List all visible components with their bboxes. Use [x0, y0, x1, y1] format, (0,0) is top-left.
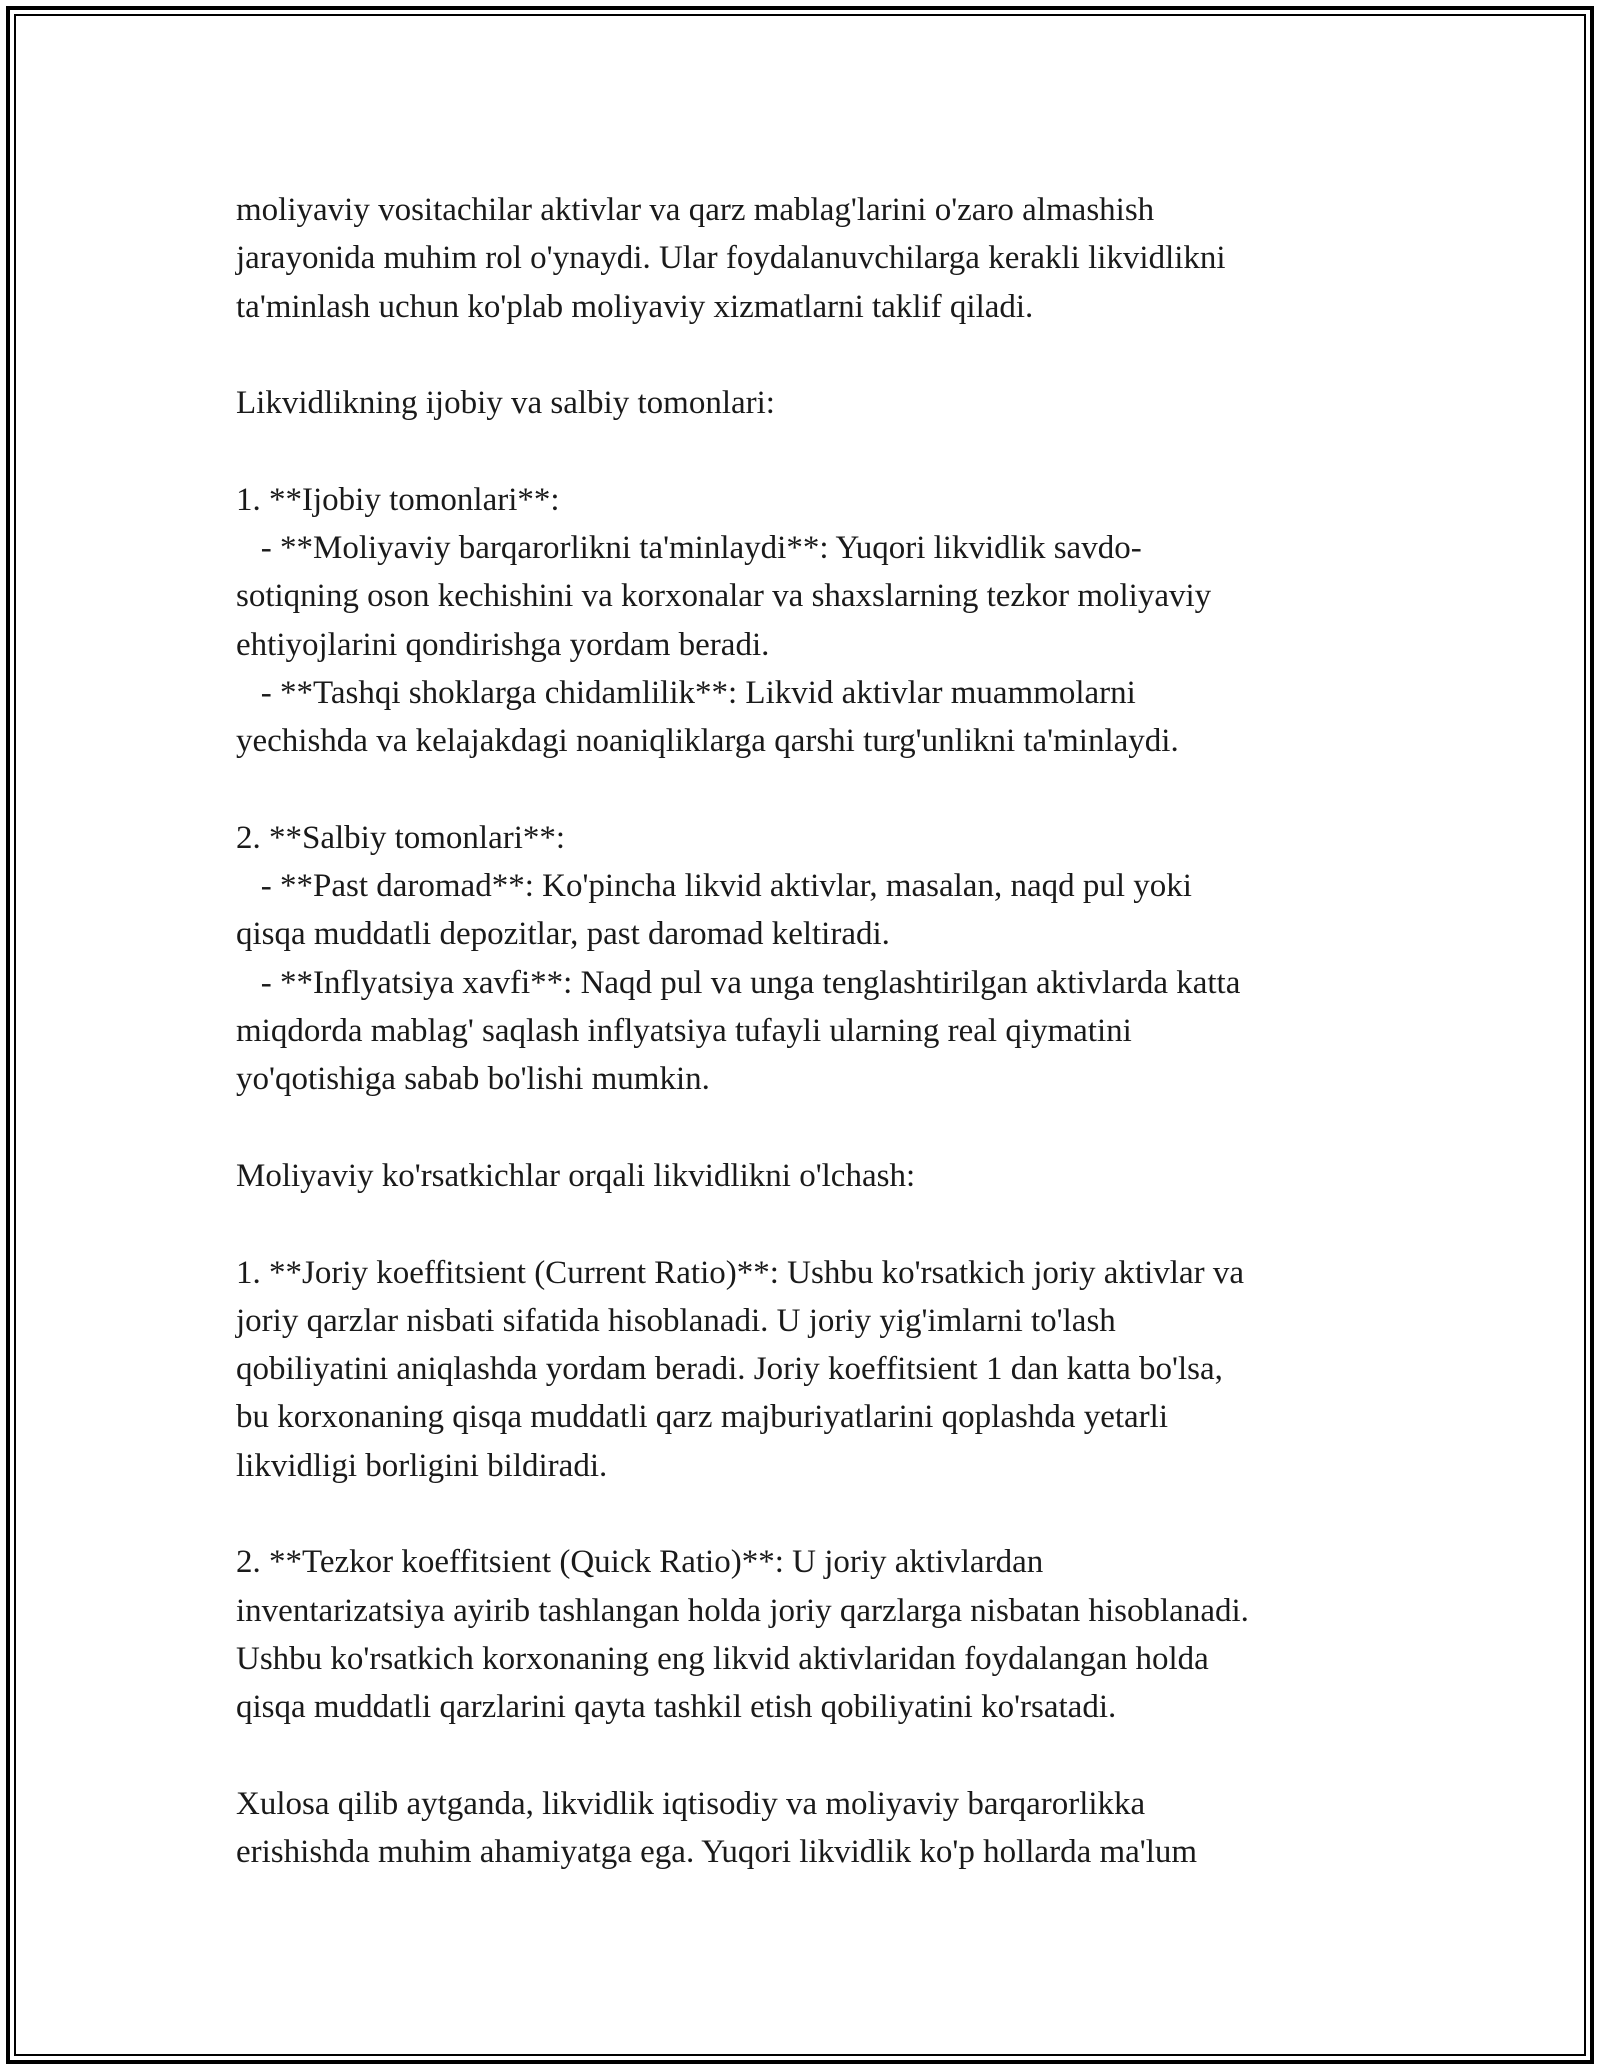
- text-line: yechishda va kelajakdagi noaniqliklarga qarshi turg'unlikni ta'minlaydi.: [236, 723, 1179, 760]
- text-line: [236, 427, 1396, 475]
- text-line: moliyaviy vositachilar aktivlar va qarz mablag'larini o'zaro almashish: [236, 192, 1155, 228]
- text-line: jarayonida muhim rol o'ynaydi. Ular foydalanuvchilarga kerakli likvidlikni: [236, 240, 1226, 277]
- text-line: [236, 766, 1396, 814]
- text-line: [236, 1490, 1396, 1538]
- text-line: - **Moliyaviy barqarorlikni ta'minlaydi**: Yuqori likvidlik savdo-: [236, 530, 1142, 567]
- text-line: 2. **Tezkor koeffitsient (Quick Ratio)**: U joriy aktivlardan: [236, 1544, 1044, 1581]
- text-line: 1. **Ijobiy tomonlari**:: [236, 481, 560, 518]
- text-line: Moliyaviy ko'rsatkichlar orqali likvidlikni o'lchash:: [236, 1157, 916, 1194]
- document-body: [236, 186, 1396, 1876]
- text-line: bu korxonaning qisqa muddatli qarz majburiyatlarini qoplashda yetarli: [236, 1399, 1169, 1436]
- text-line: miqdorda mablag' saqlash inflyatsiya tufayli ularning real qiymatini: [236, 1013, 1132, 1050]
- text-line: 2. **Salbiy tomonlari**:: [236, 819, 566, 856]
- text-line: erishishda muhim ahamiyatga ega. Yuqori likvidlik ko'p hollarda ma'lum: [236, 1834, 1198, 1871]
- text-line: ta'minlash uchun ko'plab moliyaviy xizmatlarni taklif qiladi.: [236, 288, 1034, 325]
- text-line: Xulosa qilib aytganda, likvidlik iqtisodiy va moliyaviy barqarorlikka: [236, 1785, 1146, 1822]
- text-line: yo'qotishiga sabab bo'lishi mumkin.: [236, 1061, 710, 1098]
- text-line: [236, 1200, 1396, 1248]
- text-line: sotiqning oson kechishini va korxonalar va shaxslarning tezkor moliyaviy: [236, 578, 1212, 615]
- text-line: [236, 1104, 1396, 1152]
- text-line: [236, 331, 1396, 379]
- text-line: qisqa muddatli qarzlarini qayta tashkil etish qobiliyatini ko'rsatadi.: [236, 1689, 1117, 1726]
- text-line: ehtiyojlarini qondirishga yordam beradi.: [236, 626, 770, 663]
- text-line: likvidligi borligini bildiradi.: [236, 1447, 608, 1484]
- text-line: 1. **Joriy koeffitsient (Current Ratio)**: Ushbu ko'rsatkich joriy aktivlar va: [236, 1254, 1244, 1291]
- text-line: joriy qarzlar nisbati sifatida hisoblanadi. U joriy yig'imlarni to'lash: [236, 1302, 1116, 1339]
- text-line: Ushbu ko'rsatkich korxonaning eng likvid aktivlaridan foydalangan holda: [236, 1640, 1209, 1677]
- text-line: - **Tashqi shoklarga chidamlilik**: Likvid aktivlar muammolarni: [236, 674, 1136, 711]
- text-line: [236, 1732, 1396, 1780]
- text-line: - **Past daromad**: Ko'pincha likvid aktivlar, masalan, naqd pul yoki: [236, 868, 1192, 905]
- text-line: - **Inflyatsiya xavfi**: Naqd pul va unga tenglashtirilgan aktivlarda katta: [236, 964, 1241, 1001]
- text-line: qisqa muddatli depozitlar, past daromad keltiradi.: [236, 916, 890, 953]
- text-line: Likvidlikning ijobiy va salbiy tomonlari:: [236, 385, 775, 422]
- text-line: inventarizatsiya ayirib tashlangan holda joriy qarzlarga nisbatan hisoblanadi.: [236, 1592, 1249, 1629]
- text-line: qobiliyatini aniqlashda yordam beradi. Joriy koeffitsient 1 dan katta bo'lsa,: [236, 1351, 1223, 1388]
